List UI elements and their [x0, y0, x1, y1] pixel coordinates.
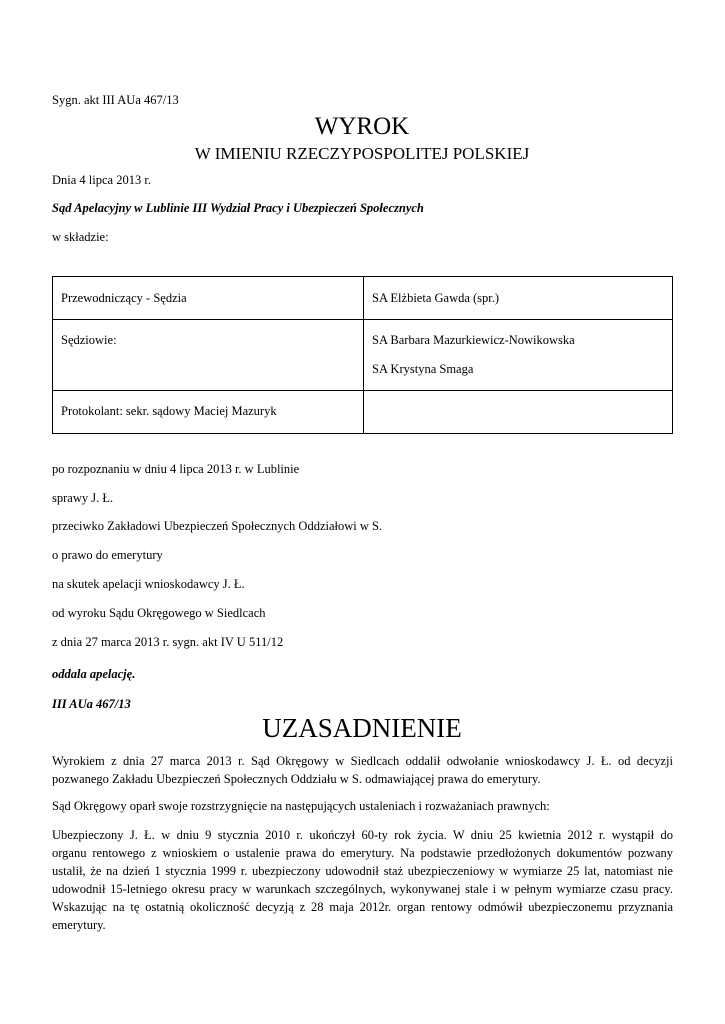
paragraph-line: Wskazując na tę ostatnią okoliczność decyzją z 28 maja 2012r. organ rentowy odmówił ubezpieczonemu przyznania	[52, 900, 673, 914]
document-subtitle: W IMIENIU RZECZYPOSPOLITEJ POLSKIEJ	[194, 144, 530, 163]
justification-paragraph	[52, 826, 673, 934]
justification-paragraph	[52, 752, 673, 788]
paragraph-line: emerytury.	[52, 918, 106, 932]
judge-name: SA Barbara Mazurkiewicz-Nowikowska	[372, 333, 575, 347]
proceedings-line: na skutek apelacji wnioskodawcy J. Ł.	[52, 577, 245, 591]
table-row	[53, 320, 673, 391]
table-row	[53, 391, 673, 434]
case-reference-secondary: III AUa 467/13	[52, 697, 131, 711]
paragraph-line: udowodnił 15-letniego okresu pracy w warunkach szczególnych, wykonywanej stale i w pełnym wymiarze czasu pracy.	[52, 882, 673, 896]
proceedings-line: sprawy J. Ł.	[52, 491, 114, 505]
document-title: WYROK	[314, 113, 410, 140]
presiding-label: Przewodniczący - Sędzia	[61, 291, 187, 305]
judge-name: SA Krystyna Smaga	[372, 362, 474, 376]
composition-label: w składzie:	[52, 230, 109, 244]
proceedings-line: po rozpoznaniu w dniu 4 lipca 2013 r. w Lublinie	[52, 462, 300, 476]
ruling-text: oddala apelację.	[52, 667, 136, 681]
clerk-label: Protokolant: sekr. sądowy Maciej Mazuryk	[61, 404, 277, 418]
court-name: Sąd Apelacyjny w Lublinie III Wydział Pracy i Ubezpieczeń Społecznych	[52, 201, 424, 215]
table-cell	[364, 391, 673, 434]
paragraph-line: organu rentowego z wnioskiem o ustalenie prawa do emerytury. Na podstawie przedłożonych dokumentów pozwany	[52, 846, 673, 860]
paragraph-line: Wyrokiem z dnia 27 marca 2013 r. Sąd Okręgowy w Siedlcach oddalił odwołanie wnioskodawcy J. Ł. od decyzji	[52, 754, 673, 768]
judges-label: Sędziowie:	[61, 333, 117, 347]
table-cell	[53, 277, 364, 320]
proceedings-line: od wyroku Sądu Okręgowego w Siedlcach	[52, 606, 266, 620]
panel-composition-table	[52, 276, 673, 434]
case-reference: Sygn. akt III AUa 467/13	[52, 93, 179, 107]
table-cell	[53, 391, 364, 434]
proceedings-line: o prawo do emerytury	[52, 548, 163, 562]
paragraph-line: Ubezpieczony J. Ł. w dniu 9 stycznia 2010 r. ukończył 60-ty rok życia. W dniu 25 kwietnia 2012 r. wystąpił do	[52, 828, 673, 842]
proceedings-line: z dnia 27 marca 2013 r. sygn. akt IV U 511/12	[52, 635, 284, 649]
table-cell	[364, 320, 673, 391]
proceedings-line: przeciwko Zakładowi Ubezpieczeń Społecznych Oddziałowi w S.	[52, 519, 383, 533]
table-cell	[364, 277, 673, 320]
justification-title: UZASADNIENIE	[262, 713, 462, 743]
presiding-judge-name: SA Elżbieta Gawda (spr.)	[372, 291, 500, 305]
judgment-date: Dnia 4 lipca 2013 r.	[52, 173, 151, 187]
justification-paragraph: Sąd Okręgowy oparł swoje rozstrzygnięcie na następujących ustaleniach i rozważaniach prawnych:	[52, 799, 550, 813]
paragraph-line: pozwanego Zakładu Ubezpieczeń Społecznych Oddziału w S. odmawiającej prawa do emerytury.	[52, 772, 541, 786]
paragraph-line: ustalił, że na dzień 1 stycznia 1999 r. ubezpieczony udowodnił staż ubezpieczeniowy w wymiarze 25 lat, natomiast nie	[52, 864, 673, 878]
table-cell	[53, 320, 364, 391]
table-row	[53, 277, 673, 320]
